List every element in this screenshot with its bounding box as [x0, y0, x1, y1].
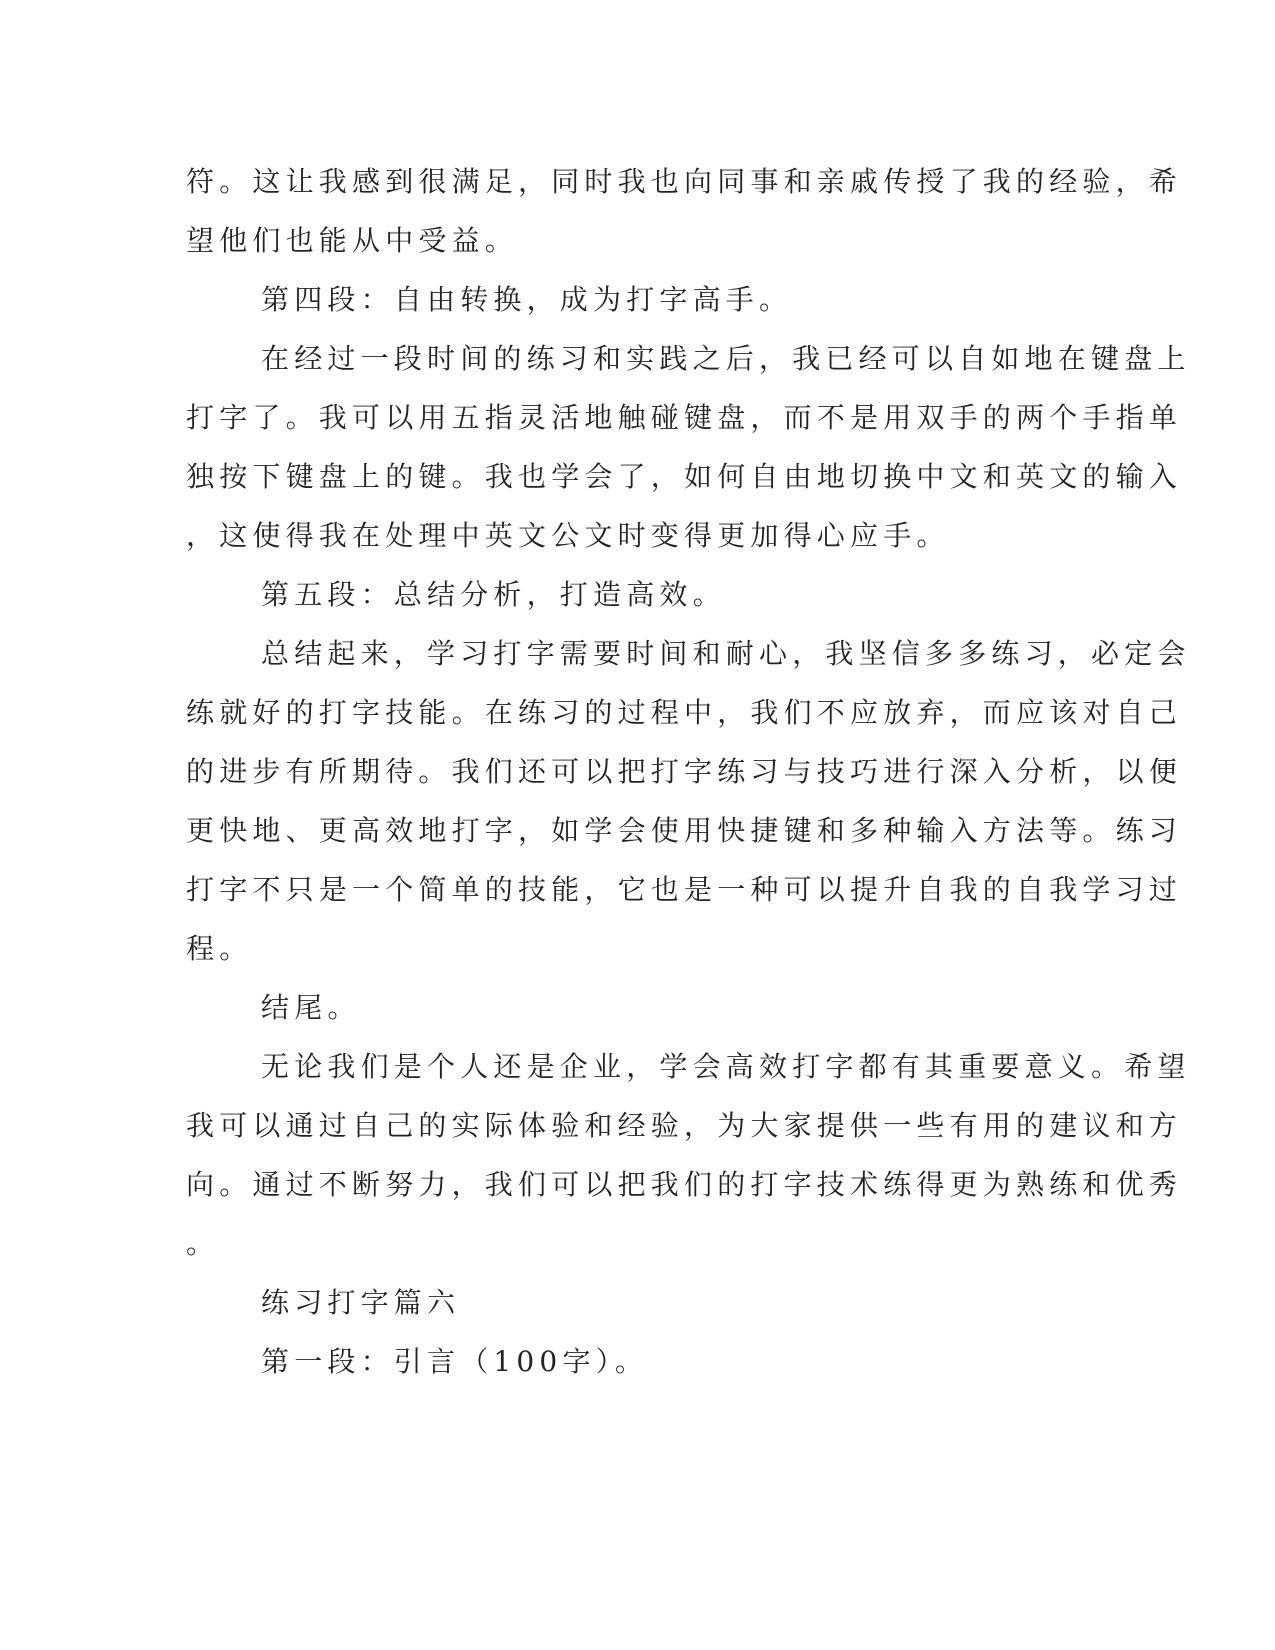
text-line: 。 [186, 1227, 220, 1260]
text-line: 望他们也能从中受益。 [186, 224, 519, 257]
text-line: 向。通过不断努力，我们可以把我们的打字技术练得更为熟练和优秀 [186, 1168, 1183, 1201]
text-line: 独按下键盘上的键。我也学会了，如何自由地切换中文和英文的输入 [186, 460, 1183, 493]
text-line: 更快地、更高效地打字，如学会使用快捷键和多种输入方法等。练习 [186, 814, 1183, 847]
text-line: 我可以通过自己的实际体验和经验，为大家提供一些有用的建议和方 [186, 1109, 1183, 1142]
section-heading: 第四段：自由转换，成为打字高手。 [261, 283, 793, 316]
text-line: 的进步有所期待。我们还可以把打字练习与技巧进行深入分析，以便 [186, 755, 1183, 788]
text-line: 无论我们是个人还是企业，学会高效打字都有其重要意义。希望 [261, 1050, 1191, 1083]
text-line: ，这使得我在处理中英文公文时变得更加得心应手。 [186, 519, 950, 552]
text-line: 练就好的打字技能。在练习的过程中，我们不应放弃，而应该对自己 [186, 696, 1183, 729]
text-line: 在经过一段时间的练习和实践之后，我已经可以自如地在键盘上 [261, 342, 1191, 375]
section-heading: 第一段：引言（100字）。 [261, 1345, 649, 1378]
chapter-title: 练习打字篇六 [261, 1286, 461, 1319]
text-line: 打字不只是一个简单的技能，它也是一种可以提升自我的自我学习过 [186, 873, 1183, 906]
section-heading: 结尾。 [261, 991, 361, 1024]
text-line: 打字了。我可以用五指灵活地触碰键盘，而不是用双手的两个手指单 [186, 401, 1183, 434]
section-heading: 第五段：总结分析，打造高效。 [261, 578, 726, 611]
text-line: 符。这让我感到很满足，同时我也向同事和亲戚传授了我的经验，希 [186, 165, 1183, 198]
text-line: 程。 [186, 932, 253, 965]
text-line: 总结起来，学习打字需要时间和耐心，我坚信多多练习，必定会 [261, 637, 1191, 670]
